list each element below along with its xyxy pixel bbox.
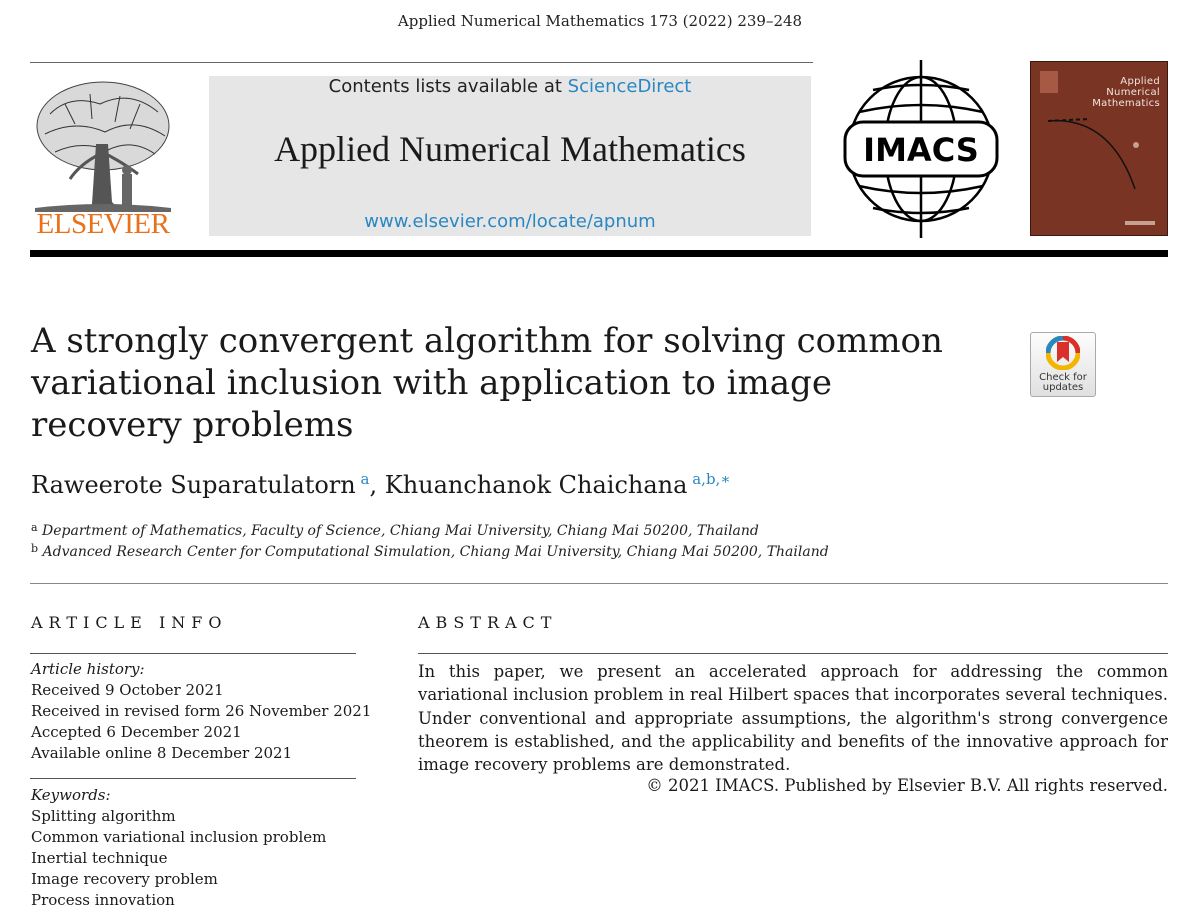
abstract-rule	[418, 653, 1168, 654]
keyword-item: Inertial technique	[31, 849, 168, 867]
imacs-globe-logo	[843, 60, 999, 238]
keyword-item: Image recovery problem	[31, 870, 218, 888]
imacs-logo-text: IMACS	[863, 131, 979, 169]
history-item: Received 9 October 2021	[31, 681, 224, 699]
header-thick-rule	[30, 250, 1168, 257]
keyword-item: Process innovation	[31, 891, 175, 909]
affiliation	[31, 542, 829, 560]
crossmark-label	[1030, 373, 1096, 393]
history-item: Received in revised form 26 November 2021	[31, 702, 372, 720]
affiliation	[31, 521, 759, 539]
author-name[interactable]: Khuanchanok Chaichana	[384, 471, 688, 499]
affiliation-mark: b	[31, 542, 39, 555]
history-item: Accepted 6 December 2021	[31, 723, 242, 741]
author-affiliation-mark[interactable]: a	[360, 470, 370, 488]
author-separator: ,	[369, 471, 385, 499]
author-list	[31, 470, 731, 499]
journal-url-link[interactable]: www.elsevier.com/locate/apnum	[364, 211, 656, 232]
section-rule	[30, 583, 1168, 584]
article-info-heading: ARTICLE INFO	[31, 613, 228, 632]
elsevier-wordmark: ELSEVIER	[36, 208, 170, 240]
article-info-rule	[30, 653, 356, 654]
abstract-heading: ABSTRACT	[418, 613, 558, 632]
keyword-item: Splitting algorithm	[31, 807, 176, 825]
crossmark-label-line: Check for	[1039, 372, 1087, 383]
affiliation-text: Department of Mathematics, Faculty of Science, Chiang Mai University, Chiang Mai 50200, Thailand	[42, 523, 759, 539]
journal-citation: Applied Numerical Mathematics 173 (2022) 239–248	[397, 12, 803, 30]
cover-title	[1038, 76, 1160, 109]
cover-title-line: Numerical	[1106, 87, 1160, 98]
cover-title-line: Mathematics	[1092, 98, 1160, 109]
article-title: A strongly convergent algorithm for solving common variational inclusion with application to image recovery problems	[31, 321, 943, 445]
keyword-item: Common variational inclusion problem	[31, 828, 327, 846]
cover-title-line: Applied	[1120, 76, 1160, 87]
contents-available-line	[209, 76, 811, 97]
affiliation-mark: a	[31, 521, 38, 534]
history-item: Available online 8 December 2021	[31, 744, 293, 762]
article-history-label: Article history:	[31, 660, 145, 678]
affiliation-text: Advanced Research Center for Computational Simulation, Chiang Mai University, Chiang Mai 50200, Thailand	[42, 544, 829, 560]
keywords-label: Keywords:	[31, 786, 111, 804]
article-info-rule	[30, 778, 356, 779]
contents-prefix: Contents lists available at	[328, 76, 568, 97]
author-affiliation-mark[interactable]: a,b,∗	[692, 470, 731, 488]
sciencedirect-link[interactable]: ScienceDirect	[567, 76, 692, 97]
abstract-text: In this paper, we present an accelerated approach for addressing the common variational inclusion problem in real Hilbert spaces that incorporates several techniques. Under conventional and appropriate assumptions, the algorithm's strong convergence theorem is established, and the applicability and benefits of the innovative approach for image recovery problems are demonstrated.	[418, 662, 1168, 775]
crossmark-icon	[1046, 336, 1080, 370]
crossmark-label-line: updates	[1042, 382, 1084, 393]
author-name[interactable]: Raweerote Suparatulatorn	[31, 471, 356, 499]
header-top-rule	[30, 62, 813, 63]
journal-name: Applied Numerical Mathematics	[274, 129, 746, 169]
copyright-notice: © 2021 IMACS. Published by Elsevier B.V. All rights reserved.	[646, 776, 1168, 795]
